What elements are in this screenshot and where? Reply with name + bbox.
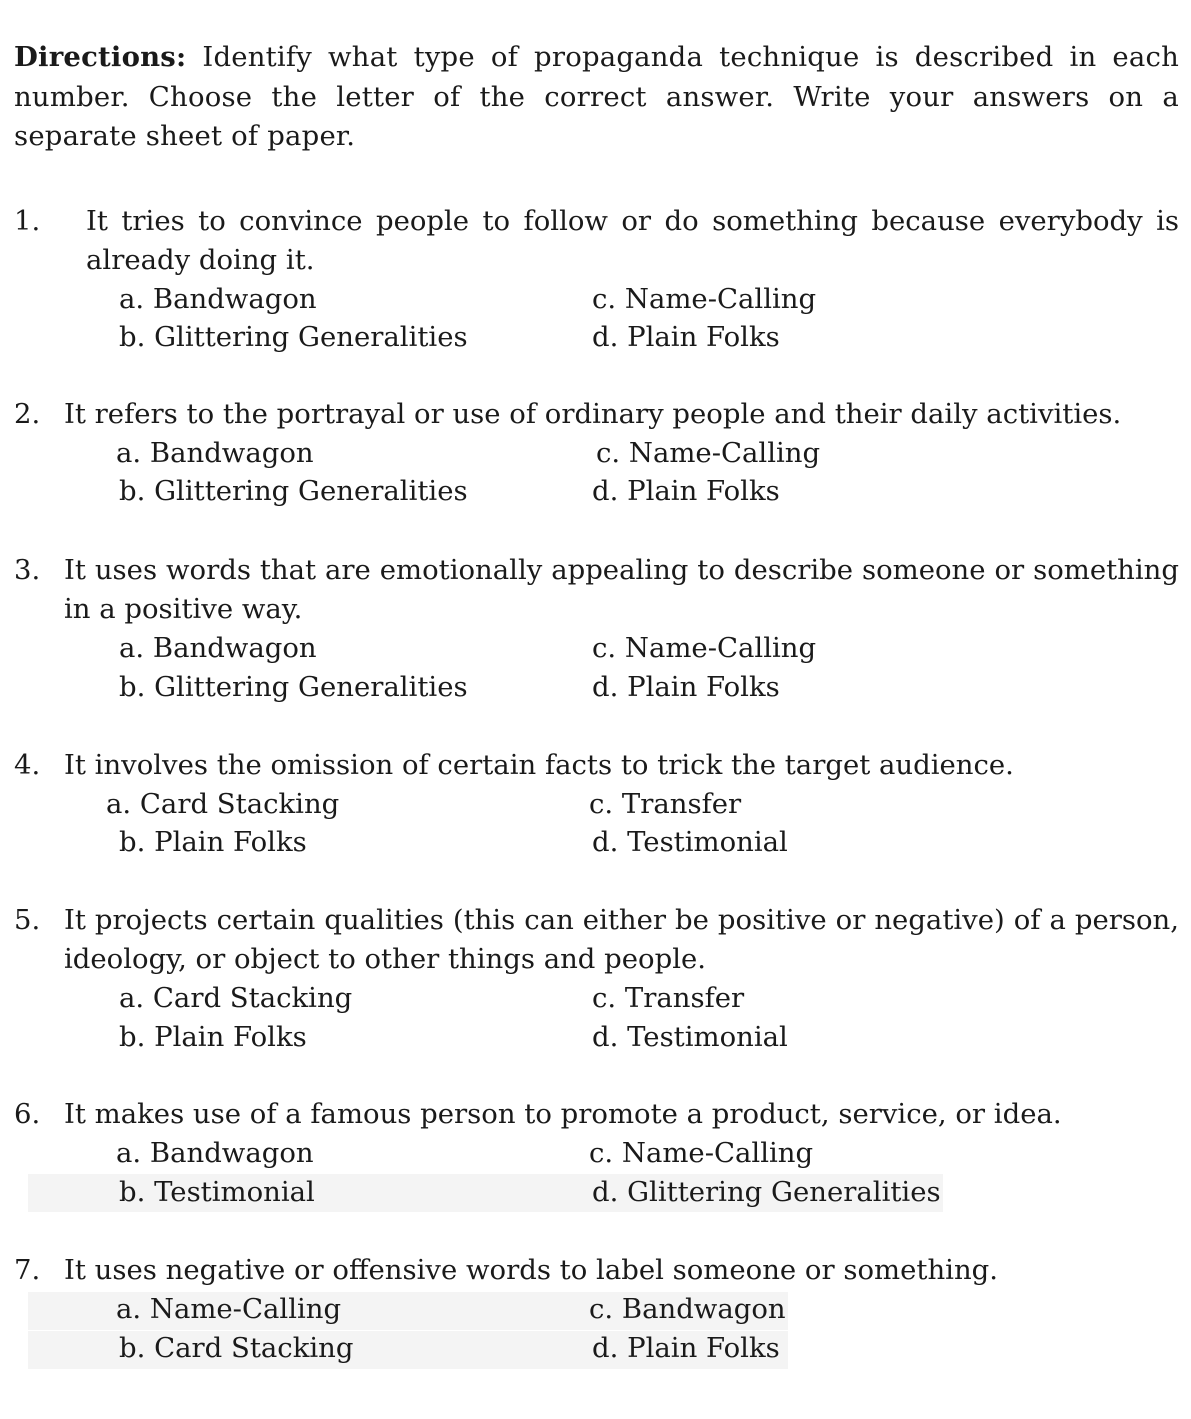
choice-b: b. Testimonial: [119, 1176, 315, 1208]
choice-a: a. Name-Calling: [116, 1293, 342, 1325]
question-5: [14, 901, 1179, 1057]
question-text: It uses negative or offensive words to label someone or something.: [64, 1254, 999, 1286]
choice-c: c. Transfer: [592, 982, 745, 1014]
question-number: 4.: [14, 749, 41, 781]
question-7: [14, 1251, 1179, 1368]
choice-b: b. Glittering Generalities: [119, 475, 468, 507]
question-number: 7.: [14, 1254, 41, 1286]
choice-d: d. Testimonial: [592, 826, 788, 858]
question-text: It refers to the portrayal or use of ordinary people and their daily activities.: [64, 398, 1122, 430]
question-stem: [14, 1251, 1179, 1290]
choice-b: b. Glittering Generalities: [119, 671, 468, 703]
choice-a: a. Card Stacking: [119, 982, 353, 1014]
choice-b: b. Plain Folks: [119, 1021, 307, 1053]
choice-a: a. Bandwagon: [119, 283, 317, 315]
choice-d: d. Testimonial: [592, 1021, 788, 1053]
choice-c: c. Name-Calling: [589, 1137, 814, 1169]
choice-list: [14, 629, 1179, 707]
choice-d: d. Plain Folks: [592, 475, 780, 507]
choice-list: [14, 1290, 1179, 1368]
directions-text: Identify what type of propaganda technique is described in each number. Choose the letter of the correct answer. Write your answers on a separate sheet of paper.: [14, 41, 1179, 152]
question-stem: [14, 1095, 1179, 1134]
question-1: [14, 202, 1179, 358]
choice-b: b. Card Stacking: [119, 1332, 354, 1364]
choice-list: [14, 280, 1179, 358]
question-number: 1.: [14, 205, 41, 237]
directions-block: [14, 38, 1179, 157]
question-2: [14, 395, 1179, 512]
choice-c: c. Bandwagon: [589, 1293, 786, 1325]
choice-c: c. Name-Calling: [596, 437, 821, 469]
choice-list: [14, 979, 1179, 1057]
question-number: 6.: [14, 1098, 41, 1130]
question-stem: [14, 202, 1179, 280]
question-text: It makes use of a famous person to promote a product, service, or idea.: [64, 1098, 1062, 1130]
question-text: It tries to convince people to follow or do something because everybody is already doing it.: [86, 205, 1179, 276]
choice-b: b. Plain Folks: [119, 826, 307, 858]
question-stem: [14, 395, 1179, 434]
question-number: 3.: [14, 554, 41, 586]
directions: [14, 38, 1179, 157]
question-4: [14, 746, 1179, 863]
choice-list: [14, 1134, 1179, 1212]
choice-list: [14, 434, 1179, 512]
choice-a: a. Bandwagon: [116, 437, 314, 469]
choice-a: a. Bandwagon: [119, 632, 317, 664]
directions-label: Directions:: [14, 41, 187, 73]
question-6: [14, 1095, 1179, 1212]
choice-d: d. Glittering Generalities: [592, 1176, 941, 1208]
question-text: It involves the omission of certain facts to trick the target audience.: [64, 749, 1014, 781]
question-text: It uses words that are emotionally appealing to describe someone or something in a positive way.: [64, 554, 1179, 625]
question-3: [14, 551, 1179, 707]
choice-list: [14, 785, 1179, 863]
question-number: 5.: [14, 904, 41, 936]
question-stem: [14, 746, 1179, 785]
choice-c: c. Name-Calling: [592, 632, 817, 664]
question-number: 2.: [14, 398, 41, 430]
choice-d: d. Plain Folks: [592, 1332, 780, 1364]
choice-b: b. Glittering Generalities: [119, 321, 468, 353]
question-stem: [14, 901, 1179, 979]
question-text: It projects certain qualities (this can either be positive or negative) of a person, ideology, or object to other things and people.: [64, 904, 1179, 975]
choice-d: d. Plain Folks: [592, 671, 780, 703]
choice-c: c. Name-Calling: [592, 283, 817, 315]
choice-a: a. Card Stacking: [106, 788, 340, 820]
choice-c: c. Transfer: [589, 788, 742, 820]
question-stem: [14, 551, 1179, 629]
choice-a: a. Bandwagon: [116, 1137, 314, 1169]
choice-d: d. Plain Folks: [592, 321, 780, 353]
